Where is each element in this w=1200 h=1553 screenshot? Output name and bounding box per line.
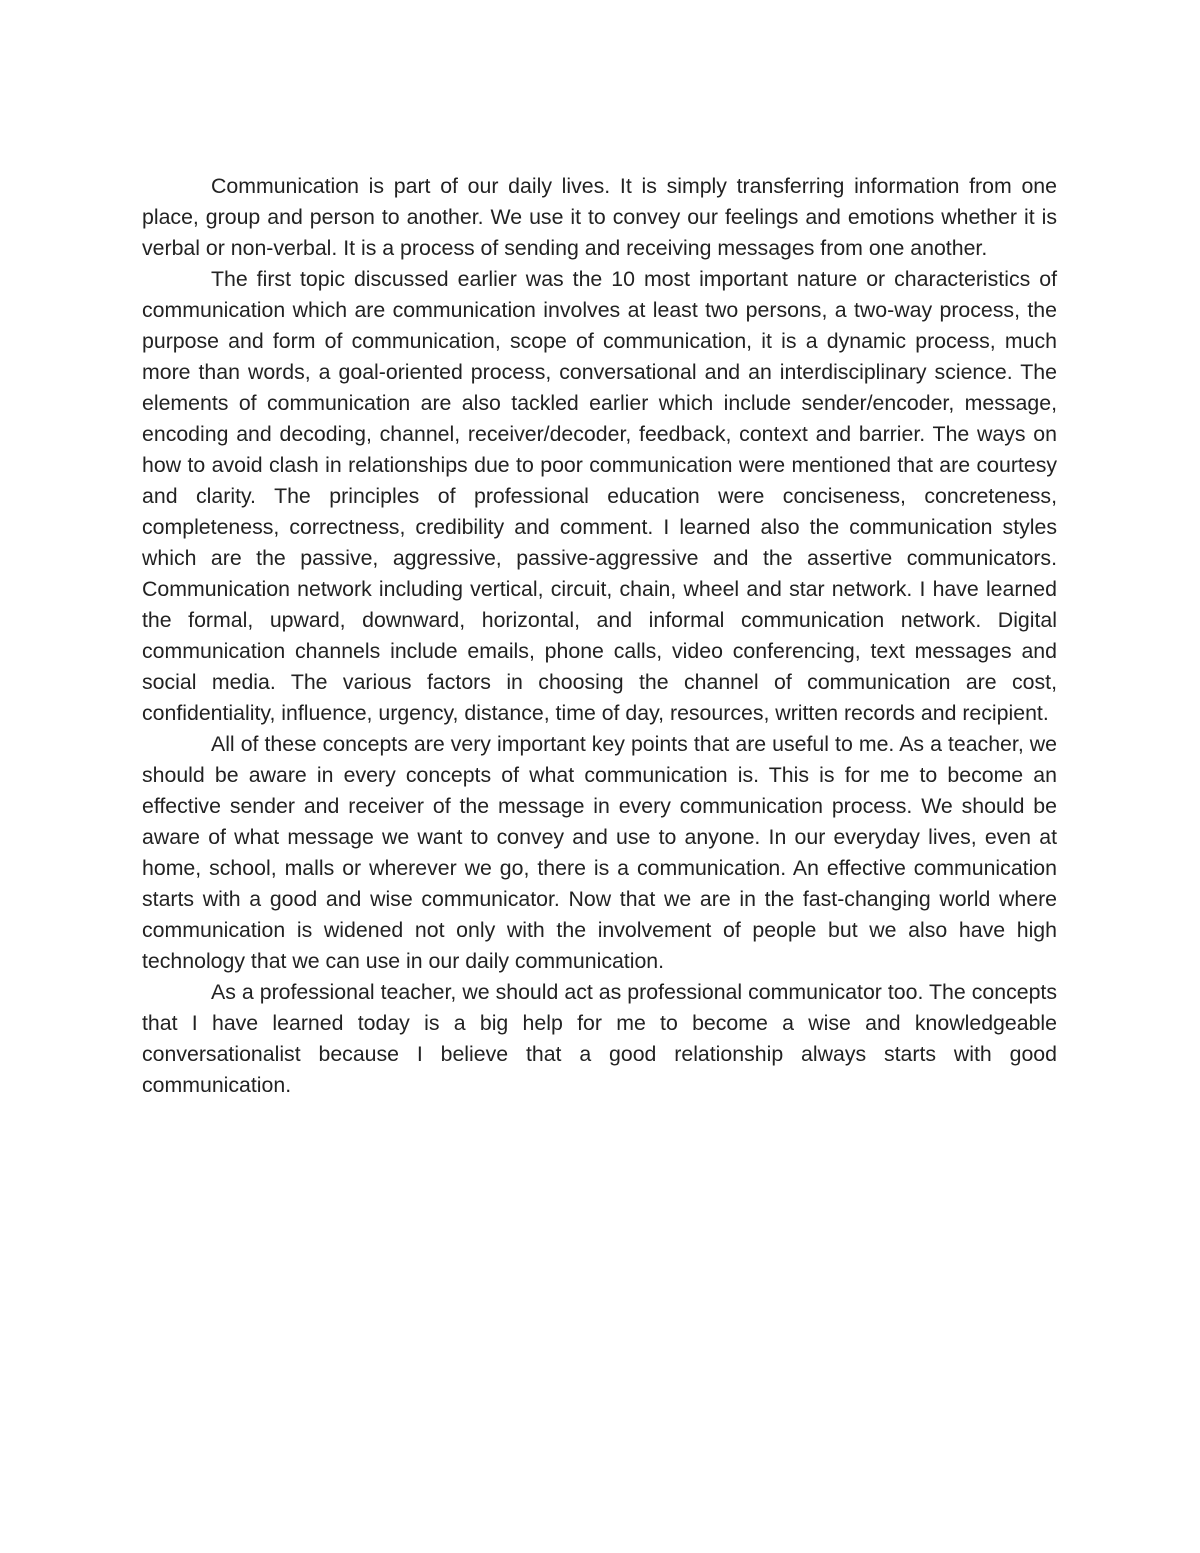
document-body	[142, 171, 1057, 1101]
paragraph-topics: The first topic discussed earlier was the 10 most important nature or characteristics of communication which are communication involves at least two persons, a two-way process, the purpose and form of communication, scope of communication, it is a dynamic process, much more than words, a goal-oriented process, conversational and an interdisciplinary science. The elements of communication are also tackled earlier which include sender/encoder, message, encoding and decoding, channel, receiver/decoder, feedback, context and barrier. The ways on how to avoid clash in relationships due to poor communication were mentioned that are courtesy and clarity. The principles of professional education were conciseness, concreteness, completeness, correctness, credibility and comment. I learned also the communication styles which are the passive, aggressive, passive-aggressive and the assertive communicators. Communication network including vertical, circuit, chain, wheel and star network. I have learned the formal, upward, downward, horizontal, and informal communication network. Digital communication channels include emails, phone calls, video conferencing, text messages and social media. The various factors in choosing the channel of communication are cost, confidentiality, influence, urgency, distance, time of day, resources, written records and recipient.	[142, 267, 1057, 725]
paragraph-importance: All of these concepts are very important key points that are useful to me. As a teacher, we should be aware in every concepts of what communication is. This is for me to become an effective sender and receiver of the message in every communication process. We should be aware of what message we want to convey and use to anyone. In our everyday lives, even at home, school, malls or wherever we go, there is a communication. An effective communication starts with a good and wise communicator. Now that we are in the fast-changing world where communication is widened not only with the involvement of people but we also have high technology that we can use in our daily communication.	[142, 732, 1057, 973]
paragraph-intro: Communication is part of our daily lives. It is simply transferring information from one place, group and person to another. We use it to convey our feelings and emotions whether it is verbal or non-verbal. It is a process of sending and receiving messages from one another.	[142, 174, 1057, 260]
paragraph-conclusion: As a professional teacher, we should act as professional communicator too. The concepts that I have learned today is a big help for me to become a wise and knowledgeable conversationalist because I believe that a good relationship always starts with good communication.	[142, 980, 1057, 1097]
